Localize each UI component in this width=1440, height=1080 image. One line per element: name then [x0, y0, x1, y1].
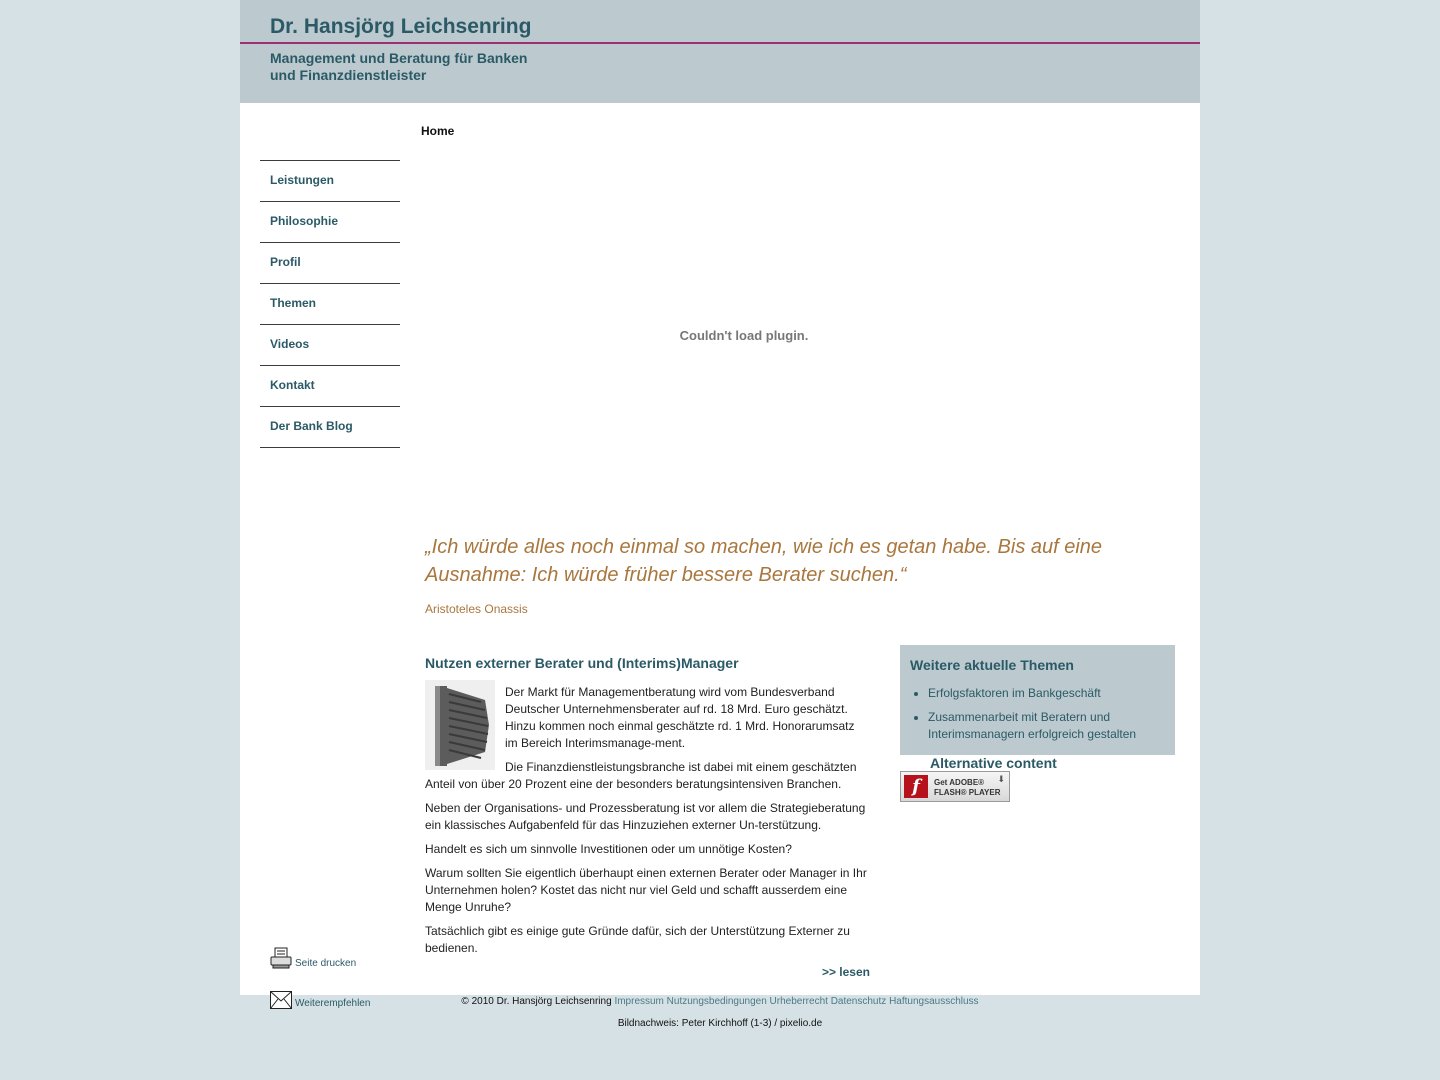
tagline-line-2: und Finanzdienstleister: [270, 67, 427, 83]
footer-link-impressum[interactable]: Impressum: [614, 996, 664, 1007]
footer-link-haftungsausschluss[interactable]: Haftungsausschluss: [889, 996, 979, 1007]
main-navigation: [260, 160, 400, 448]
tagline-line-1: Management und Beratung für Banken: [270, 50, 528, 66]
site-title[interactable]: Dr. Hansjörg Leichsenring: [270, 15, 532, 38]
article-paragraph: Handelt es sich um sinnvolle Investitionen oder um unnötige Kosten?: [425, 842, 792, 856]
gear-image: [425, 680, 495, 770]
site-header: [240, 0, 1200, 103]
article: [425, 655, 870, 981]
print-page-label: Seite drucken: [295, 958, 357, 969]
nav-item-bank-blog[interactable]: Der Bank Blog: [260, 407, 400, 448]
read-more-link[interactable]: >> lesen: [821, 965, 870, 979]
flash-badge-line-2: FLASH® PLAYER: [934, 788, 1001, 797]
page-container: [240, 0, 1200, 995]
download-arrow-icon: ⬇: [997, 774, 1005, 784]
alternative-content-label: Alternative content: [930, 755, 1057, 771]
print-page-link[interactable]: [270, 947, 356, 969]
plugin-placeholder[interactable]: [424, 155, 1064, 515]
nav-item-kontakt[interactable]: Kontakt: [260, 366, 400, 407]
topics-list: [910, 685, 1173, 750]
recommend-label: Weiterempfehlen: [295, 998, 371, 1009]
flash-logo-icon: f: [904, 775, 928, 798]
flash-badge-line-1: Get ADOBE®: [934, 778, 985, 787]
article-paragraph: Warum sollten Sie eigentlich überhaupt einen externen Berater oder Manager in Ihr Unternehmen holen? Kostet das nicht nur viel Geld und schafft ausserdem eine Menge Unruhe?: [425, 866, 867, 914]
article-paragraph: Die Finanzdienstleistungsbranche ist dabei mit einem geschätzten Anteil von über 20 Prozent eine der besonders beratungsintensiven Branchen.: [425, 760, 857, 791]
quote-text: „Ich würde alles noch einmal so machen, wie ich es getan habe. Bis auf eine Ausnahme: Ich würde früher bessere Berater suchen.“: [425, 536, 1103, 586]
topic-link[interactable]: • Zusammenarbeit mit Beratern und Interimsmanagern erfolgreich gestalten: [928, 709, 1173, 743]
quote-author: Aristoteles Onassis: [425, 602, 528, 616]
get-flash-player-button[interactable]: [900, 771, 1010, 802]
nav-item-profil[interactable]: Profil: [260, 243, 400, 284]
plugin-error-message: Couldn't load plugin.: [679, 327, 809, 343]
sidebox-heading: Weitere aktuelle Themen: [910, 657, 1074, 673]
header-divider: [240, 42, 1200, 44]
article-paragraph: Tatsächlich gibt es einige gute Gründe dafür, sich der Unterstützung Externer zu bedienen.: [425, 924, 850, 955]
nav-item-leistungen[interactable]: Leistungen: [260, 161, 400, 202]
article-paragraph: Neben der Organisations- und Prozessberatung ist vor allem die Strategieberatung ein klassisches Aufgabenfeld für das Hinzuziehen externer Un-terstützung.: [425, 801, 866, 832]
article-paragraph: Der Markt für Managementberatung wird vom Bundesverband Deutscher Unternehmensberater auf rd. 18 Mrd. Euro geschätzt. Hinzu kommen noch einmal geschätzte rd. 1 Mrd. Honorarumsatz im Bereich Interimsmanage-ment.: [505, 685, 855, 750]
nav-item-videos[interactable]: Videos: [260, 325, 400, 366]
article-heading: Nutzen externer Berater und (Interims)Manager: [425, 655, 739, 671]
footer-link-urheberrecht[interactable]: Urheberrecht: [769, 996, 828, 1007]
footer-links: [0, 996, 1440, 1007]
printer-icon: [270, 947, 292, 969]
nav-item-themen[interactable]: Themen: [260, 284, 400, 325]
footer-link-nutzungsbedingungen[interactable]: Nutzungsbedingungen: [666, 996, 767, 1007]
topic-link[interactable]: • Erfolgsfaktoren im Bankgeschäft: [928, 685, 1173, 702]
footer-link-datenschutz[interactable]: Datenschutz: [830, 996, 887, 1007]
site-tagline: [270, 50, 570, 84]
topics-sidebox: [900, 645, 1175, 755]
nav-item-philosophie[interactable]: Philosophie: [260, 202, 400, 243]
footer-image-credit: Bildnachweis: Peter Kirchhoff (1-3) / pixelio.de: [617, 1018, 823, 1029]
footer-copyright: © 2010 Dr. Hansjörg Leichsenring: [461, 996, 612, 1007]
breadcrumb: Home: [421, 124, 455, 138]
